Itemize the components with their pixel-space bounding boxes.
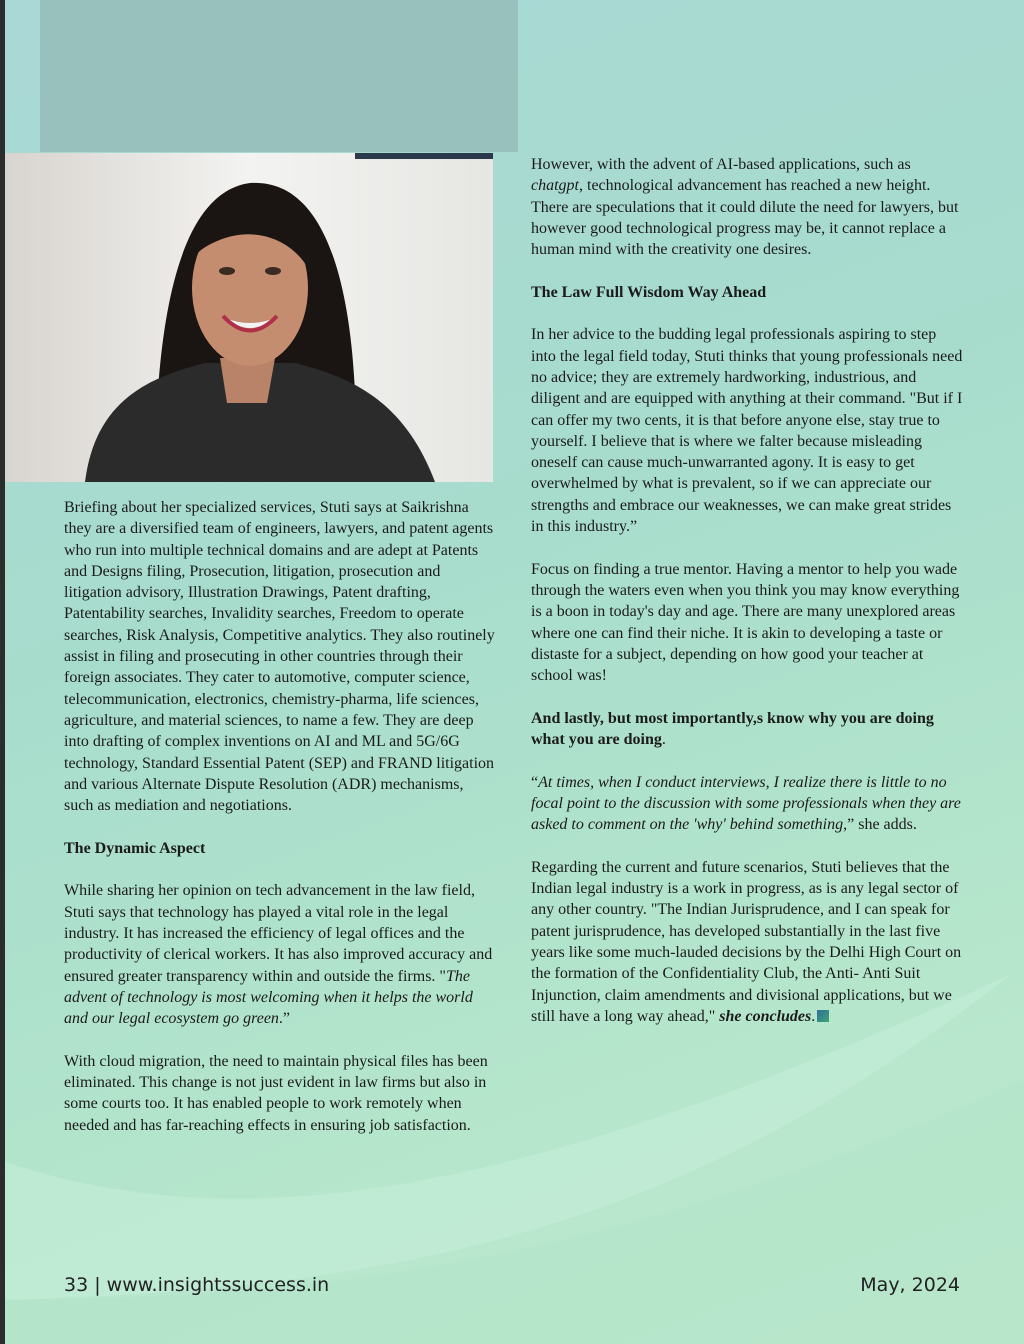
heading-law-full-wisdom: The Law Full Wisdom Way Ahead bbox=[531, 283, 767, 301]
right-paragraph-4-end: . bbox=[661, 731, 666, 749]
right-paragraph-2: In her advice to the budding legal professionals aspiring to step into the legal field today, Stuti thinks that young professionals need no advice; they are extremely hardworking, industrious, and diligent and are equipped with anything at their command. "But if I can offer my two cents, it is that before anyone else, stay true to yourself. I believe that is where we falter because misleading oneself can cause much-unwarranted agony. It is easy to get overwhelmed by what is prevalent, so if we can appreciate our strengths and embrace our weaknesses, we can make great strides in this industry.” bbox=[531, 326, 963, 536]
footer-date: May, 2024 bbox=[860, 1274, 960, 1296]
accent-block bbox=[40, 0, 518, 152]
right-paragraph-1-start: However, with the advent of AI-based applications, such as bbox=[531, 156, 911, 173]
left-paragraph-3: With cloud migration, the need to maintain physical files has been eliminated. This change is not just evident in law firms but also in some courts too. It has enabled people to work remotely when needed and has far-reaching effects in ensuring job satisfaction. bbox=[64, 1052, 488, 1134]
right-paragraph-5-quote: At times, when I conduct interviews, I realize there is little to no focal point to the discussion with some professionals when they are asked to comment on the 'why' behind something bbox=[531, 773, 961, 834]
left-paragraph-1: Briefing about her specialized services, Stuti says at Saikrishna they are a diversified team of engineers, lawyers, and patent agents who run into multiple technical domains and are adept at Patents and Designs filing, Prosecution, litigation, prosecution and litigation advisory, Illustration Drawings, Patent drafting, Patentability searches, Invalidity searches, Freedom to operate searches, Risk Analysis, Competitive analytics. They also routinely assist in filing and prosecuting in other countries through their foreign associates. They cater to automotive, computer science, telecommunication, electronics, chemistry-pharma, life sciences, agriculture, and material sciences, to name a few. They are deep into drafting of complex inventions on AI and ML and 5G/6G technology, Standard Essential Patent (SEP) and FRAND litigation and various Alternate Dispute Resolution (ADR) mechanisms, such as mediation and negotiations. bbox=[64, 499, 495, 815]
left-paragraph-2 bbox=[64, 880, 496, 1029]
right-paragraph-5 bbox=[531, 772, 963, 836]
end-mark-icon bbox=[817, 1010, 829, 1022]
right-paragraph-5-end: ,” she adds. bbox=[843, 816, 917, 834]
right-paragraph-5-open: “ bbox=[531, 773, 539, 791]
right-paragraph-6 bbox=[531, 857, 963, 1027]
footer-page-site: 33 | www.insightssuccess.in bbox=[64, 1274, 330, 1296]
left-paragraph-2-quote: The advent of technology is most welcoming when it helps the world and our legal ecosystem go green bbox=[64, 967, 473, 1028]
right-paragraph-1-end: , technological advancement has reached a new height. There are speculations that it could dilute the need for lawyers, but however good technological progress may be, it cannot replace a human mind with the creativity one desires. bbox=[531, 177, 959, 259]
right-paragraph-1 bbox=[531, 154, 963, 260]
left-paragraph-2-end: .” bbox=[278, 1010, 291, 1028]
right-column bbox=[531, 154, 963, 1048]
heading-dynamic-aspect: The Dynamic Aspect bbox=[64, 839, 206, 857]
left-paragraph-2-start: While sharing her opinion on tech advancement in the law field, Stuti says that technology has played a vital role in the legal industry. It has increased the efficiency of legal offices and the productivity of clerical workers. It has also improved accuracy and ensured greater transparency within and outside the firms. " bbox=[64, 882, 493, 985]
right-paragraph-6-end: . bbox=[811, 1007, 816, 1025]
right-paragraph-4-bold: And lastly, but most importantly,s know why you are doing what you are doing bbox=[531, 709, 934, 749]
left-column bbox=[64, 497, 496, 1157]
right-paragraph-3: Focus on finding a true mentor. Having a mentor to help you wade through the waters even when you think you may know everything is a boon in today's day and age. There are many unexplored areas where one can find their niche. It is akin to developing a taste or distaste for a subject, depending on how good your teacher at school was! bbox=[531, 560, 960, 685]
right-paragraph-4 bbox=[531, 708, 963, 751]
portrait-photo bbox=[5, 153, 493, 482]
right-paragraph-1-italic: chatgpt bbox=[531, 177, 579, 195]
right-paragraph-6-bold-italic: she concludes bbox=[719, 1007, 812, 1025]
right-paragraph-6-start: Regarding the current and future scenarios, Stuti believes that the Indian legal industry is a work in progress, as is any legal sector of any other country. "The Indian Jurisprudence, and I can speak for patent jurisprudence, has developed substantially in the last five years like some much-lauded decisions by the Delhi High Court on the formation of the Confidentiality Club, the Anti- Anti Suit Injunction, claim amendments and divisional applications, but we still have a long way ahead," bbox=[531, 858, 962, 1025]
